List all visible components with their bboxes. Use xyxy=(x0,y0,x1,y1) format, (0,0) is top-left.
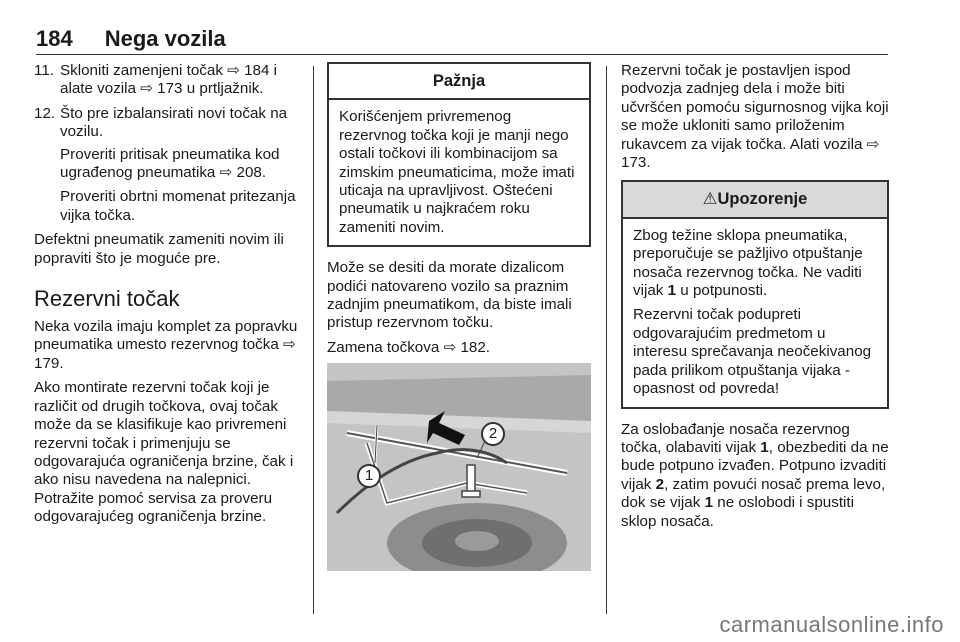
callout-2 xyxy=(481,422,505,446)
paragraph: Može se desiti da morate dizalicom podići natovareno vozilo sa praznim zadnjim pneumatikom, da biste imali pristup rezervnom točku. xyxy=(327,259,572,332)
callout-label: 2 xyxy=(488,425,498,442)
list-number: 11. xyxy=(34,62,54,79)
list-text: Skloniti zamenjeni točak ⇨ 184 i alate vozila ⇨ 173 u prtljažnik. xyxy=(60,62,278,98)
page-header xyxy=(36,24,888,55)
column-divider xyxy=(313,66,314,614)
warning-title: Upozorenje xyxy=(717,190,808,209)
paragraph: Za oslobađanje nosača rezervnog točka, olabaviti vijak 1, obezbediti da ne bude potpuno izvađen. Potpuno izvaditi vijak 2, zatim povući nosač prema levo, dok se vijak 1 ne oslobodi i spustiti sklop nosača. xyxy=(621,420,889,530)
notice-text: Korišćenjem privremenog rezervnog točka koji je manji nego ostali točkovi ili kombinacijom sa zimskim pneumaticima, može imati uticaja na upravljivost. Oštećeni pneumatik u najkraćem roku zameniti novim. xyxy=(339,108,575,236)
callout-1 xyxy=(357,464,381,488)
list-subtext: Proveriti pritisak pneumatika kod ugrađenog pneumatika ⇨ 208. xyxy=(60,145,280,182)
list-item xyxy=(34,62,302,99)
page-title: Nega vozila xyxy=(104,26,226,51)
paragraph: Defektni pneumatik zameniti novim ili popraviti što je moguće pre. xyxy=(34,231,284,267)
warning-icon: ⚠ xyxy=(702,190,718,209)
list-subtext: Proveriti obrtni momenat pritezanja vijka točka. xyxy=(60,188,296,224)
list-item xyxy=(34,105,302,142)
watermark: carmanualsonline.info xyxy=(719,612,944,637)
paragraph: Zamena točkova ⇨ 182. xyxy=(327,338,490,356)
column-divider xyxy=(606,66,607,614)
warning-text: Zbog težine sklopa pneumatika, preporučuje se pažljivo otpuštanje nosača rezervnog točka. Ne vaditi vijak 1 u potpunosti. xyxy=(633,226,863,300)
callout-label: 1 xyxy=(364,467,374,484)
column-left xyxy=(34,62,302,533)
paragraph: Neka vozila imaju komplet za popravku pneumatika umesto rezervnog točka ⇨ 179. xyxy=(34,318,298,372)
section-heading: Rezervni točak xyxy=(34,286,180,312)
list-number: 12. xyxy=(34,104,56,122)
column-middle xyxy=(327,62,591,571)
notice-box xyxy=(327,62,591,247)
notice-title: Pažnja xyxy=(329,64,589,100)
warning-header xyxy=(623,182,887,218)
page-number: 184 xyxy=(36,26,73,51)
paragraph: Ako montirate rezervni točak koji je različit od drugih točkova, ovaj točak može da se klasifikuje kao privremeni rezervni točak i primenjuju se odgovarajuća ograničenja brzine, čak i ako nisu navedena na nalepnici. Potražite pomoć servisa za proveru odgovarajućeg ograničenja brzine. xyxy=(34,379,294,526)
warning-box xyxy=(621,180,889,408)
warning-text: Rezervni točak podupreti odgovarajućim predmetom u interesu sprečavanja neočekivanog pada prilikom otpuštanja vijaka - opasnost od povreda! xyxy=(633,306,872,398)
list-text: Što pre izbalansirati novi točak na vozilu. xyxy=(60,104,288,141)
paragraph: Rezervni točak je postavljen ispod podvozja zadnjeg dela i može biti učvršćen pomoću sigurnosnog vijka koji se može ukloniti samo priloženim rukavcem za vijak točka. Alati vozila ⇨ 173. xyxy=(621,62,889,172)
column-right xyxy=(621,62,889,537)
